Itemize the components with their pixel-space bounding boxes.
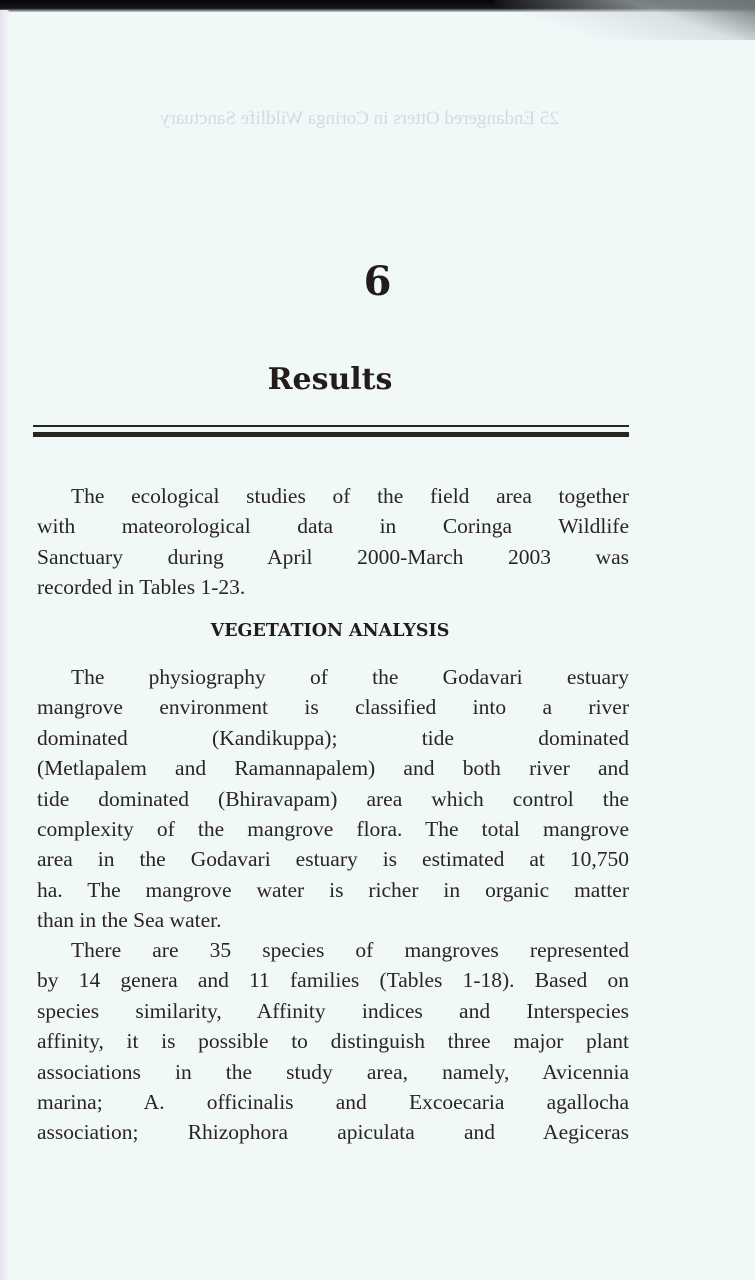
paragraph-intro bbox=[37, 481, 629, 603]
text-line: mangrove environment is classified into a river bbox=[37, 695, 629, 720]
section-heading: VEGETATION ANALYSIS bbox=[210, 621, 450, 641]
text-line: associations in the study area, namely, Avicennia bbox=[37, 1059, 629, 1084]
text-line: There are 35 species of mangroves represented bbox=[71, 938, 629, 962]
text-line: complexity of the mangrove flora. The total mangrove bbox=[37, 817, 629, 842]
chapter-title: Results bbox=[267, 362, 393, 397]
scan-shadow bbox=[495, 0, 755, 40]
text-line: marina; A. officinalis and Excoecaria agallocha bbox=[37, 1090, 629, 1115]
text-line: affinity, it is possible to distinguish three major plant bbox=[37, 1029, 629, 1054]
text-line: by 14 genera and 11 families (Tables 1-18). Based on bbox=[37, 968, 629, 993]
title-rule-thick bbox=[33, 432, 629, 437]
paragraph-species bbox=[37, 935, 629, 1148]
text-line: Sanctuary during April 2000-March 2003 was bbox=[37, 544, 629, 569]
bleed-through-header: 25 Endangered Otters in Coringa Wildlife Sanctuary bbox=[160, 108, 559, 129]
paragraph-physiography bbox=[37, 662, 629, 936]
text-line: area in the Godavari estuary is estimated at 10,750 bbox=[37, 847, 629, 872]
text-line: The physiography of the Godavari estuary bbox=[71, 665, 629, 689]
text-line: species similarity, Affinity indices and Interspecies bbox=[37, 998, 629, 1023]
scan-left-edge bbox=[0, 10, 10, 1280]
text-line: dominated (Kandikuppa); tide dominated bbox=[37, 725, 629, 750]
text-line: (Metlapalem and Ramannapalem) and both river and bbox=[37, 756, 629, 781]
text-line: than in the Sea water. bbox=[37, 908, 222, 933]
text-line: ha. The mangrove water is richer in organic matter bbox=[37, 877, 629, 902]
text-line: recorded in Tables 1-23. bbox=[37, 575, 246, 600]
text-line: tide dominated (Bhiravapam) area which control the bbox=[37, 786, 629, 811]
text-line: association; Rhizophora apiculata and Aegiceras bbox=[37, 1120, 629, 1145]
text-line: The ecological studies of the field area together bbox=[71, 484, 629, 508]
chapter-number: 6 bbox=[363, 258, 392, 305]
title-rule-thin bbox=[33, 425, 629, 427]
text-line: with mateorological data in Coringa Wildlife bbox=[37, 514, 629, 539]
